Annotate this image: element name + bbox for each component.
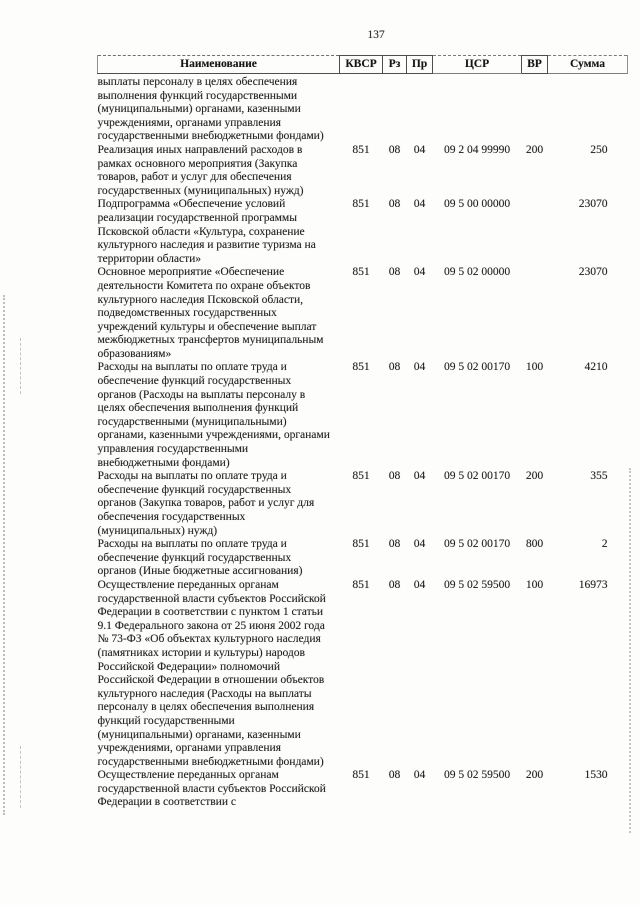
cell-kvsr: 851 xyxy=(352,578,370,591)
cell-vr xyxy=(522,198,548,266)
cell-vr: 200 xyxy=(525,143,544,156)
cell-name: Реализация иных направлений расходов в рамках основного мероприятия (Закупка товаров, работ и услуг для обеспечения государственных (муниципальных) нужд) xyxy=(97,143,304,197)
cell-vr: 100 xyxy=(525,578,544,591)
table-row xyxy=(98,538,628,579)
column-header-pr: Пр xyxy=(407,56,433,74)
table-body xyxy=(98,74,628,811)
table-row xyxy=(98,198,628,266)
cell-pr: 04 xyxy=(413,538,426,551)
cell-name: Подпрограмма «Обеспечение условий реализации государственной программы Псковской области «Культура, сохранение культурного наследия и развитие туризма на территории области» xyxy=(97,198,316,265)
cell-vr xyxy=(522,74,548,144)
cell-pr: 04 xyxy=(413,143,426,156)
table-row xyxy=(98,470,628,538)
cell-csr: 09 5 02 00170 xyxy=(443,361,511,374)
cell-csr: 09 5 02 00170 xyxy=(443,470,511,483)
cell-kvsr: 851 xyxy=(352,198,370,211)
cell-name: Расходы на выплаты по оплате труда и обеспечение функций государственных органов (Иные бюджетные ассигнования) xyxy=(97,538,303,578)
cell-pr: 04 xyxy=(413,361,426,374)
table-row xyxy=(98,266,628,361)
cell-vr: 800 xyxy=(525,538,544,551)
cell-summa xyxy=(548,74,628,144)
cell-rz xyxy=(383,74,407,144)
table-row xyxy=(98,74,628,144)
cell-summa: 16973 xyxy=(578,578,608,591)
table-header xyxy=(98,56,628,74)
table-row xyxy=(98,579,628,769)
scan-artifact-left-dash xyxy=(20,746,21,808)
table-row xyxy=(98,361,628,470)
cell-vr: 200 xyxy=(525,470,544,483)
cell-name: выплаты персоналу в целях обеспечения выполнения функций государственными (муниципальными) органами, казенными учреждениями, органами управления государственными внебюджетными фондами) xyxy=(97,76,324,143)
cell-csr: 09 5 02 59500 xyxy=(443,578,511,591)
column-header-summa: Сумма xyxy=(548,56,628,74)
cell-kvsr: 851 xyxy=(352,143,370,156)
cell-kvsr: 851 xyxy=(352,538,370,551)
cell-summa: 250 xyxy=(590,143,608,156)
cell-rz: 08 xyxy=(388,198,401,211)
cell-kvsr: 851 xyxy=(352,470,370,483)
cell-csr xyxy=(433,74,522,144)
cell-vr xyxy=(522,266,548,361)
cell-rz: 08 xyxy=(388,266,401,279)
column-header-vr: ВР xyxy=(522,56,548,74)
table-row xyxy=(98,769,628,810)
budget-table xyxy=(97,55,628,810)
cell-kvsr: 851 xyxy=(352,266,370,279)
cell-name: Основное мероприятие «Обеспечение деятельности Комитета по охране объектов культурного наследия Псковской области, подведомственных государственных учреждений культуры и обеспечение выплат межбюджетных трансфертов муниципальным образованиям» xyxy=(97,266,324,360)
cell-summa: 1530 xyxy=(584,769,608,782)
cell-name: Расходы на выплаты по оплате труда и обеспечение функций государственных органов (Расходы на выплаты персоналу в целях обеспечения выполнения функций государственными (муниципальными) органами, казенными учреждениями, органами управления государственными внебюджетными фондами) xyxy=(97,361,330,469)
cell-pr: 04 xyxy=(413,198,426,211)
cell-summa: 2 xyxy=(601,538,608,551)
cell-rz: 08 xyxy=(388,361,401,374)
cell-rz: 08 xyxy=(388,538,401,551)
page-number: 137 xyxy=(367,29,385,41)
cell-pr xyxy=(407,74,433,144)
cell-csr: 09 5 02 59500 xyxy=(443,769,511,782)
scan-artifact-left-dash xyxy=(20,338,21,394)
cell-vr: 100 xyxy=(525,361,544,374)
cell-summa: 23070 xyxy=(578,266,608,279)
cell-kvsr xyxy=(340,74,383,144)
cell-rz: 08 xyxy=(388,769,401,782)
cell-summa: 4210 xyxy=(584,361,608,374)
cell-name: Осуществление переданных органам государственной власти субъектов Российской Федерации в соответствии с пунктом 1 статьи 9.1 Федерального закона от 25 июня 2002 года № 73-ФЗ «Об объектах культурного наследия (памятниках истории и культуры) народов Российской Федерации» полномочий Российской Федерации в отношении объектов культурного наследия (Расходы на выплаты персоналу в целях обеспечения выполнения функций государственными (муниципальными) органами, казенными учреждениями, органами управления государственными внебюджетными фондами) xyxy=(97,578,326,768)
cell-rz: 08 xyxy=(388,143,401,156)
column-header-rz: Рз xyxy=(383,56,407,74)
cell-kvsr: 851 xyxy=(352,769,370,782)
cell-kvsr: 851 xyxy=(352,361,370,374)
cell-summa: 355 xyxy=(590,470,608,483)
table-row xyxy=(98,144,628,198)
cell-vr: 200 xyxy=(525,769,544,782)
cell-name: Осуществление переданных органам государственной власти субъектов Российской Федерации в соответствии с xyxy=(97,769,326,809)
cell-csr: 09 5 02 00000 xyxy=(443,266,511,279)
cell-pr: 04 xyxy=(413,266,426,279)
cell-pr: 04 xyxy=(413,470,426,483)
header-row xyxy=(98,56,628,74)
cell-csr: 09 5 00 00000 xyxy=(443,198,511,211)
cell-name: Расходы на выплаты по оплате труда и обеспечение функций государственных органов (Закупка товаров, работ и услуг для обеспечения государственных (муниципальных) нужд) xyxy=(97,470,315,537)
scan-artifact-right-edge xyxy=(629,468,631,833)
cell-pr: 04 xyxy=(413,578,426,591)
cell-pr: 04 xyxy=(413,769,426,782)
scan-artifact-left-edge xyxy=(3,295,5,815)
column-header-csr: ЦСР xyxy=(433,56,522,74)
cell-summa: 23070 xyxy=(578,198,608,211)
column-header-name: Наименование xyxy=(98,56,340,74)
column-header-kvsr: КВСР xyxy=(340,56,383,74)
cell-rz: 08 xyxy=(388,470,401,483)
cell-rz: 08 xyxy=(388,578,401,591)
cell-csr: 09 2 04 99990 xyxy=(443,143,511,156)
cell-csr: 09 5 02 00170 xyxy=(443,538,511,551)
